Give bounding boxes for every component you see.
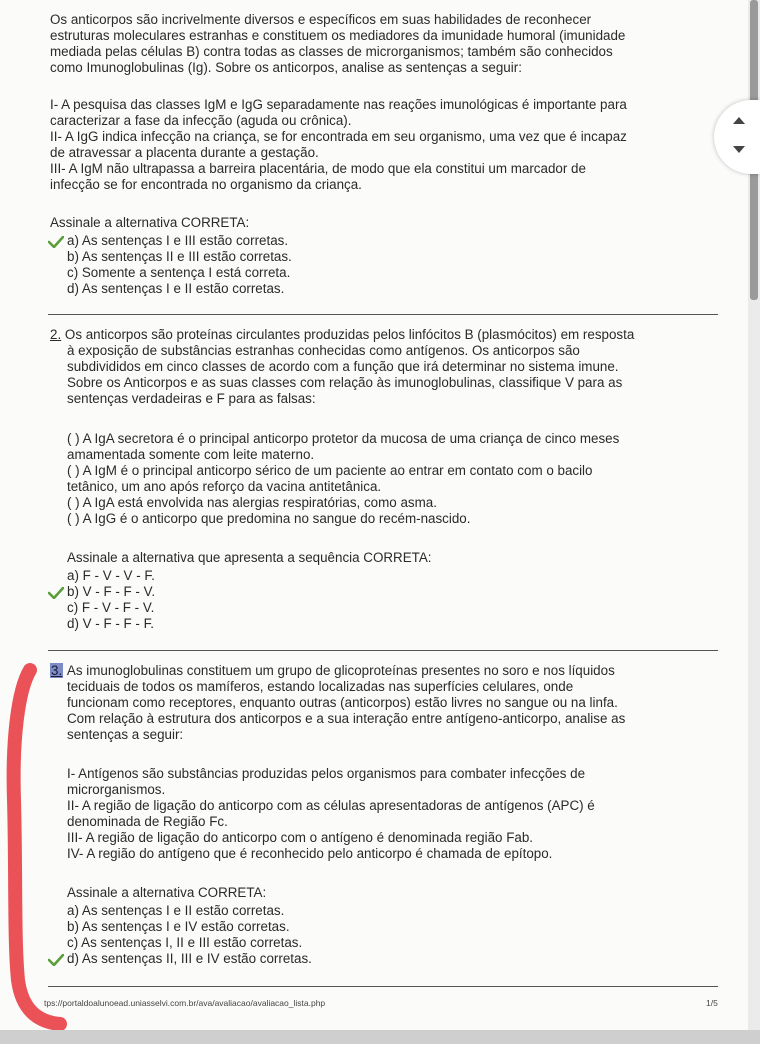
q3-sentence: I- Antígenos são substâncias produzidas pelos organismos para combater infecções de	[67, 766, 586, 781]
q1-sentence: caracterizar a fase da infecção (aguda ou crônica).	[50, 113, 352, 128]
q3-sentence: denominada de Região Fc.	[67, 814, 228, 829]
bottom-strip	[0, 1030, 760, 1044]
q3-intro-line: As imunoglobulinas constituem um grupo de glicoproteínas presentes no soro e nos líquidos	[66, 663, 615, 678]
correct-check-icon	[48, 587, 64, 599]
q3-option-a[interactable]: a) As sentenças I e II estão corretas.	[67, 903, 285, 918]
q3-intro-line: funcionam como receptores, enquanto outras (anticorpos) estão livres no sangue ou na linfa.	[67, 695, 618, 710]
q2-option-d[interactable]: d) V - F - F - F.	[67, 616, 155, 631]
q2-sentence: ( ) A IgA está envolvida nas alergias respiratórias, como asma.	[67, 495, 437, 510]
q2-sentence: ( ) A IgG é o anticorpo que predomina no sangue do recém-nascido.	[67, 511, 471, 526]
q3-option-d[interactable]: d) As sentenças II, III e IV estão corretas.	[67, 951, 312, 966]
q3-intro-line: teciduais de todos os mamíferos, estando localizadas nas superfícies celulares, onde	[67, 679, 574, 694]
q1-prompt: Assinale a alternativa CORRETA:	[50, 215, 250, 230]
q1-sentence: I- A pesquisa das classes IgM e IgG separadamente nas reações imunológicas é importante para	[50, 97, 627, 112]
q2-prompt: Assinale a alternativa que apresenta a sequência CORRETA:	[67, 550, 432, 565]
q2-sentence: tetânico, um ano após reforço da vacina antitetânica.	[67, 479, 382, 494]
q2-intro-line: Os anticorpos são proteínas circulantes produzidas pelos linfócitos B (plasmócitos) em resposta	[64, 327, 635, 342]
q1-option-b[interactable]: b) As sentenças II e III estão corretas.	[67, 249, 292, 264]
q3-sentence: III- A região de ligação do anticorpo com o antígeno é denominada região Fab.	[67, 830, 534, 845]
q2-option-a[interactable]: a) F - V - V - F.	[67, 568, 155, 583]
q3-sentence: IV- A região do antígeno que é reconhecido pelo anticorpo é chamada de epítopo.	[67, 846, 553, 861]
q2-number: 2.	[50, 327, 62, 342]
q3-intro-line: Com relação à estrutura dos anticorpos e a sua interação entre antígeno-anticorpo, analise as	[67, 711, 626, 726]
divider	[48, 650, 718, 651]
q2-sentence: amamentada somente com leite materno.	[67, 447, 315, 462]
q1-option-c[interactable]: c) Somente a sentença I está correta.	[67, 265, 291, 280]
q2-sentence: ( ) A IgA secretora é o principal anticorpo protetor da mucosa de uma criança de cinco meses	[67, 431, 620, 446]
q2-intro-first	[50, 327, 720, 343]
q3-sentence: II- A região de ligação do anticorpo com as células apresentadoras de antígenos (APC) é	[67, 798, 595, 813]
q2-intro-line: subdivididos em cinco classes de acordo com a função que irá determinar no sistema imune.	[67, 359, 619, 374]
q1-option-a[interactable]: a) As sentenças I e III estão corretas.	[67, 233, 289, 248]
footer-page-number: 1/5	[706, 998, 718, 1008]
q2-option-b[interactable]: b) V - F - F - V.	[67, 584, 156, 599]
divider	[48, 314, 718, 315]
q1-sentence: III- A IgM não ultrapassa a barreira placentária, de modo que ela constitui um marcador de	[50, 161, 586, 176]
q1-intro-line: Os anticorpos são incrivelmente diversos e específicos em suas habilidades de reconhecer	[50, 12, 592, 27]
q2-option-c[interactable]: c) F - V - F - V.	[67, 600, 155, 615]
q2-sentence: ( ) A IgM é o principal anticorpo sérico de um paciente ao entrar em contato com o bacilo	[67, 463, 593, 478]
q3-prompt: Assinale a alternativa CORRETA:	[67, 885, 267, 900]
q3-option-c[interactable]: c) As sentenças I, II e III estão corretas.	[67, 935, 303, 950]
q3-intro-line: sentenças a seguir:	[67, 727, 184, 742]
q2-intro-line: Sobre os Anticorpos e as suas classes com relação às imunoglobulinas, classifique V para as	[67, 375, 623, 390]
correct-check-icon	[48, 236, 64, 248]
footer-url: tps://portaldoalunoead.uniasselvi.com.br/ava/avaliacao/avaliacao_lista.php	[44, 998, 326, 1008]
q2-intro-line: sentenças verdadeiras e F para as falsas:	[67, 391, 316, 406]
q3-intro-first	[50, 663, 720, 679]
q1-sentence: de atravessar a placenta durante a gestação.	[50, 145, 319, 160]
scroll-down-icon[interactable]	[730, 140, 748, 158]
q1-sentence: infecção se for encontrada no organismo da criança.	[50, 177, 362, 192]
q1-intro-line: mediada pelas células B) contra todas as classes de microrganismos; também são conhecidos	[50, 44, 613, 59]
q3-sentence: microrganismos.	[67, 782, 166, 797]
scroll-up-icon[interactable]	[730, 112, 748, 130]
red-annotation-stroke	[0, 650, 70, 1030]
q1-option-d[interactable]: d) As sentenças I e II estão corretas.	[67, 281, 285, 296]
q3-option-b[interactable]: b) As sentenças I e IV estão corretas.	[67, 919, 290, 934]
q1-sentence: II- A IgG indica infecção na criança, se for encontrada em seu organismo, uma vez que é incapaz	[50, 129, 627, 144]
q2-intro-line: à exposição de substâncias estranhas conhecidas como antígenos. Os anticorpos são	[67, 343, 580, 358]
q1-intro-line: como Imunoglobulinas (Ig). Sobre os anticorpos, analise as sentenças a seguir:	[50, 60, 522, 75]
divider	[48, 986, 718, 987]
q3-number: 3.	[51, 663, 63, 678]
q1-intro-line: estruturas moleculares estranhas e constituem os mediadores da imunidade humoral (imunidade	[50, 28, 626, 43]
